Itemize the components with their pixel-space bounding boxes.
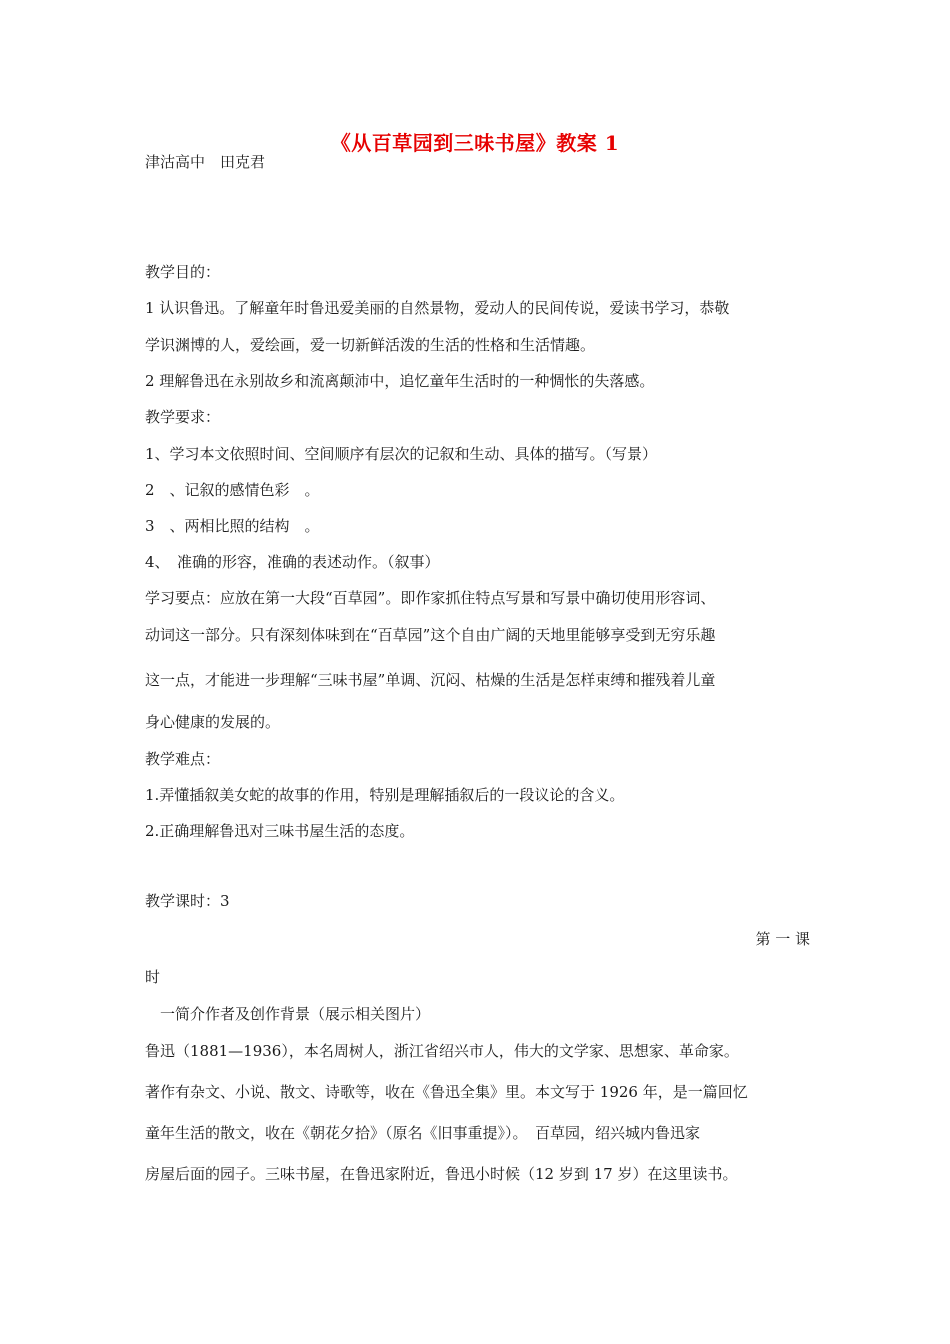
intro-heading: 一简介作者及创作背景（展示相关图片）	[145, 1005, 431, 1023]
bio-line-1: 鲁迅（1881—1936），本名周树人，浙江省绍兴市人，伟大的文学家、思想家、革命家。	[145, 1042, 739, 1060]
difficulty-2: 2.正确理解鲁迅对三味书屋生活的态度。	[145, 822, 415, 840]
requirement-heading: 教学要求：	[145, 408, 221, 426]
lesson-label-continued: 时	[145, 968, 161, 986]
difficulty-1: 1.弄懂插叙美女蛇的故事的作用，特别是理解插叙后的一段议论的含义。	[145, 786, 625, 804]
difficulty-heading: 教学难点：	[145, 750, 221, 768]
goal-1-line-2: 学识渊博的人，爱绘画，爱一切新鲜活泼的生活的性格和生活情趣。	[145, 336, 596, 354]
key-point-line-3: 这一点，才能进一步理解“三味书屋”单调、沉闷、枯燥的生活是怎样束缚和摧残着儿童	[145, 671, 716, 689]
requirement-3: 3 、两相比照的结构 。	[145, 517, 320, 535]
requirement-4: 4、 准确的形容，准确的表述动作。（叙事）	[145, 553, 440, 571]
requirement-1: 1、学习本文依照时间、空间顺序有层次的记叙和生动、具体的描写。（写景）	[145, 445, 658, 463]
goal-heading: 教学目的：	[145, 263, 221, 281]
goal-1-line-1: 1 认识鲁迅。了解童年时鲁迅爱美丽的自然景物，爱动人的民间传说，爱读书学习，恭敬	[145, 299, 730, 317]
class-hours: 教学课时：3	[145, 892, 230, 910]
key-point-line-1: 学习要点：应放在第一大段“百草园”。即作家抓住特点写景和写景中确切使用形容词、	[145, 589, 716, 607]
key-point-line-4: 身心健康的发展的。	[145, 713, 281, 731]
key-point-line-2: 动词这一部分。只有深刻体味到在“百草园”这个自由广阔的天地里能够享受到无穷乐趣	[145, 626, 716, 644]
author-line: 津沽高中 田克君	[145, 153, 266, 171]
lesson-label: 第 一 课	[755, 930, 810, 948]
bio-line-2: 著作有杂文、小说、散文、诗歌等，收在《鲁迅全集》里。本文写于 1926 年，是一篇回忆	[145, 1083, 748, 1101]
document-title: 《从百草园到三味书屋》教案 1	[330, 131, 620, 155]
requirement-2: 2 、记叙的感情色彩 。	[145, 481, 320, 499]
bio-line-3: 童年生活的散文，收在《朝花夕拾》（原名《旧事重提》）。 百草园，绍兴城内鲁迅家	[145, 1124, 701, 1142]
bio-line-4: 房屋后面的园子。三味书屋，在鲁迅家附近，鲁迅小时候（12 岁到 17 岁）在这里读书。	[145, 1165, 738, 1183]
goal-2: 2 理解鲁迅在永别故乡和流离颠沛中，追忆童年生活时的一种惆怅的失落感。	[145, 372, 655, 390]
